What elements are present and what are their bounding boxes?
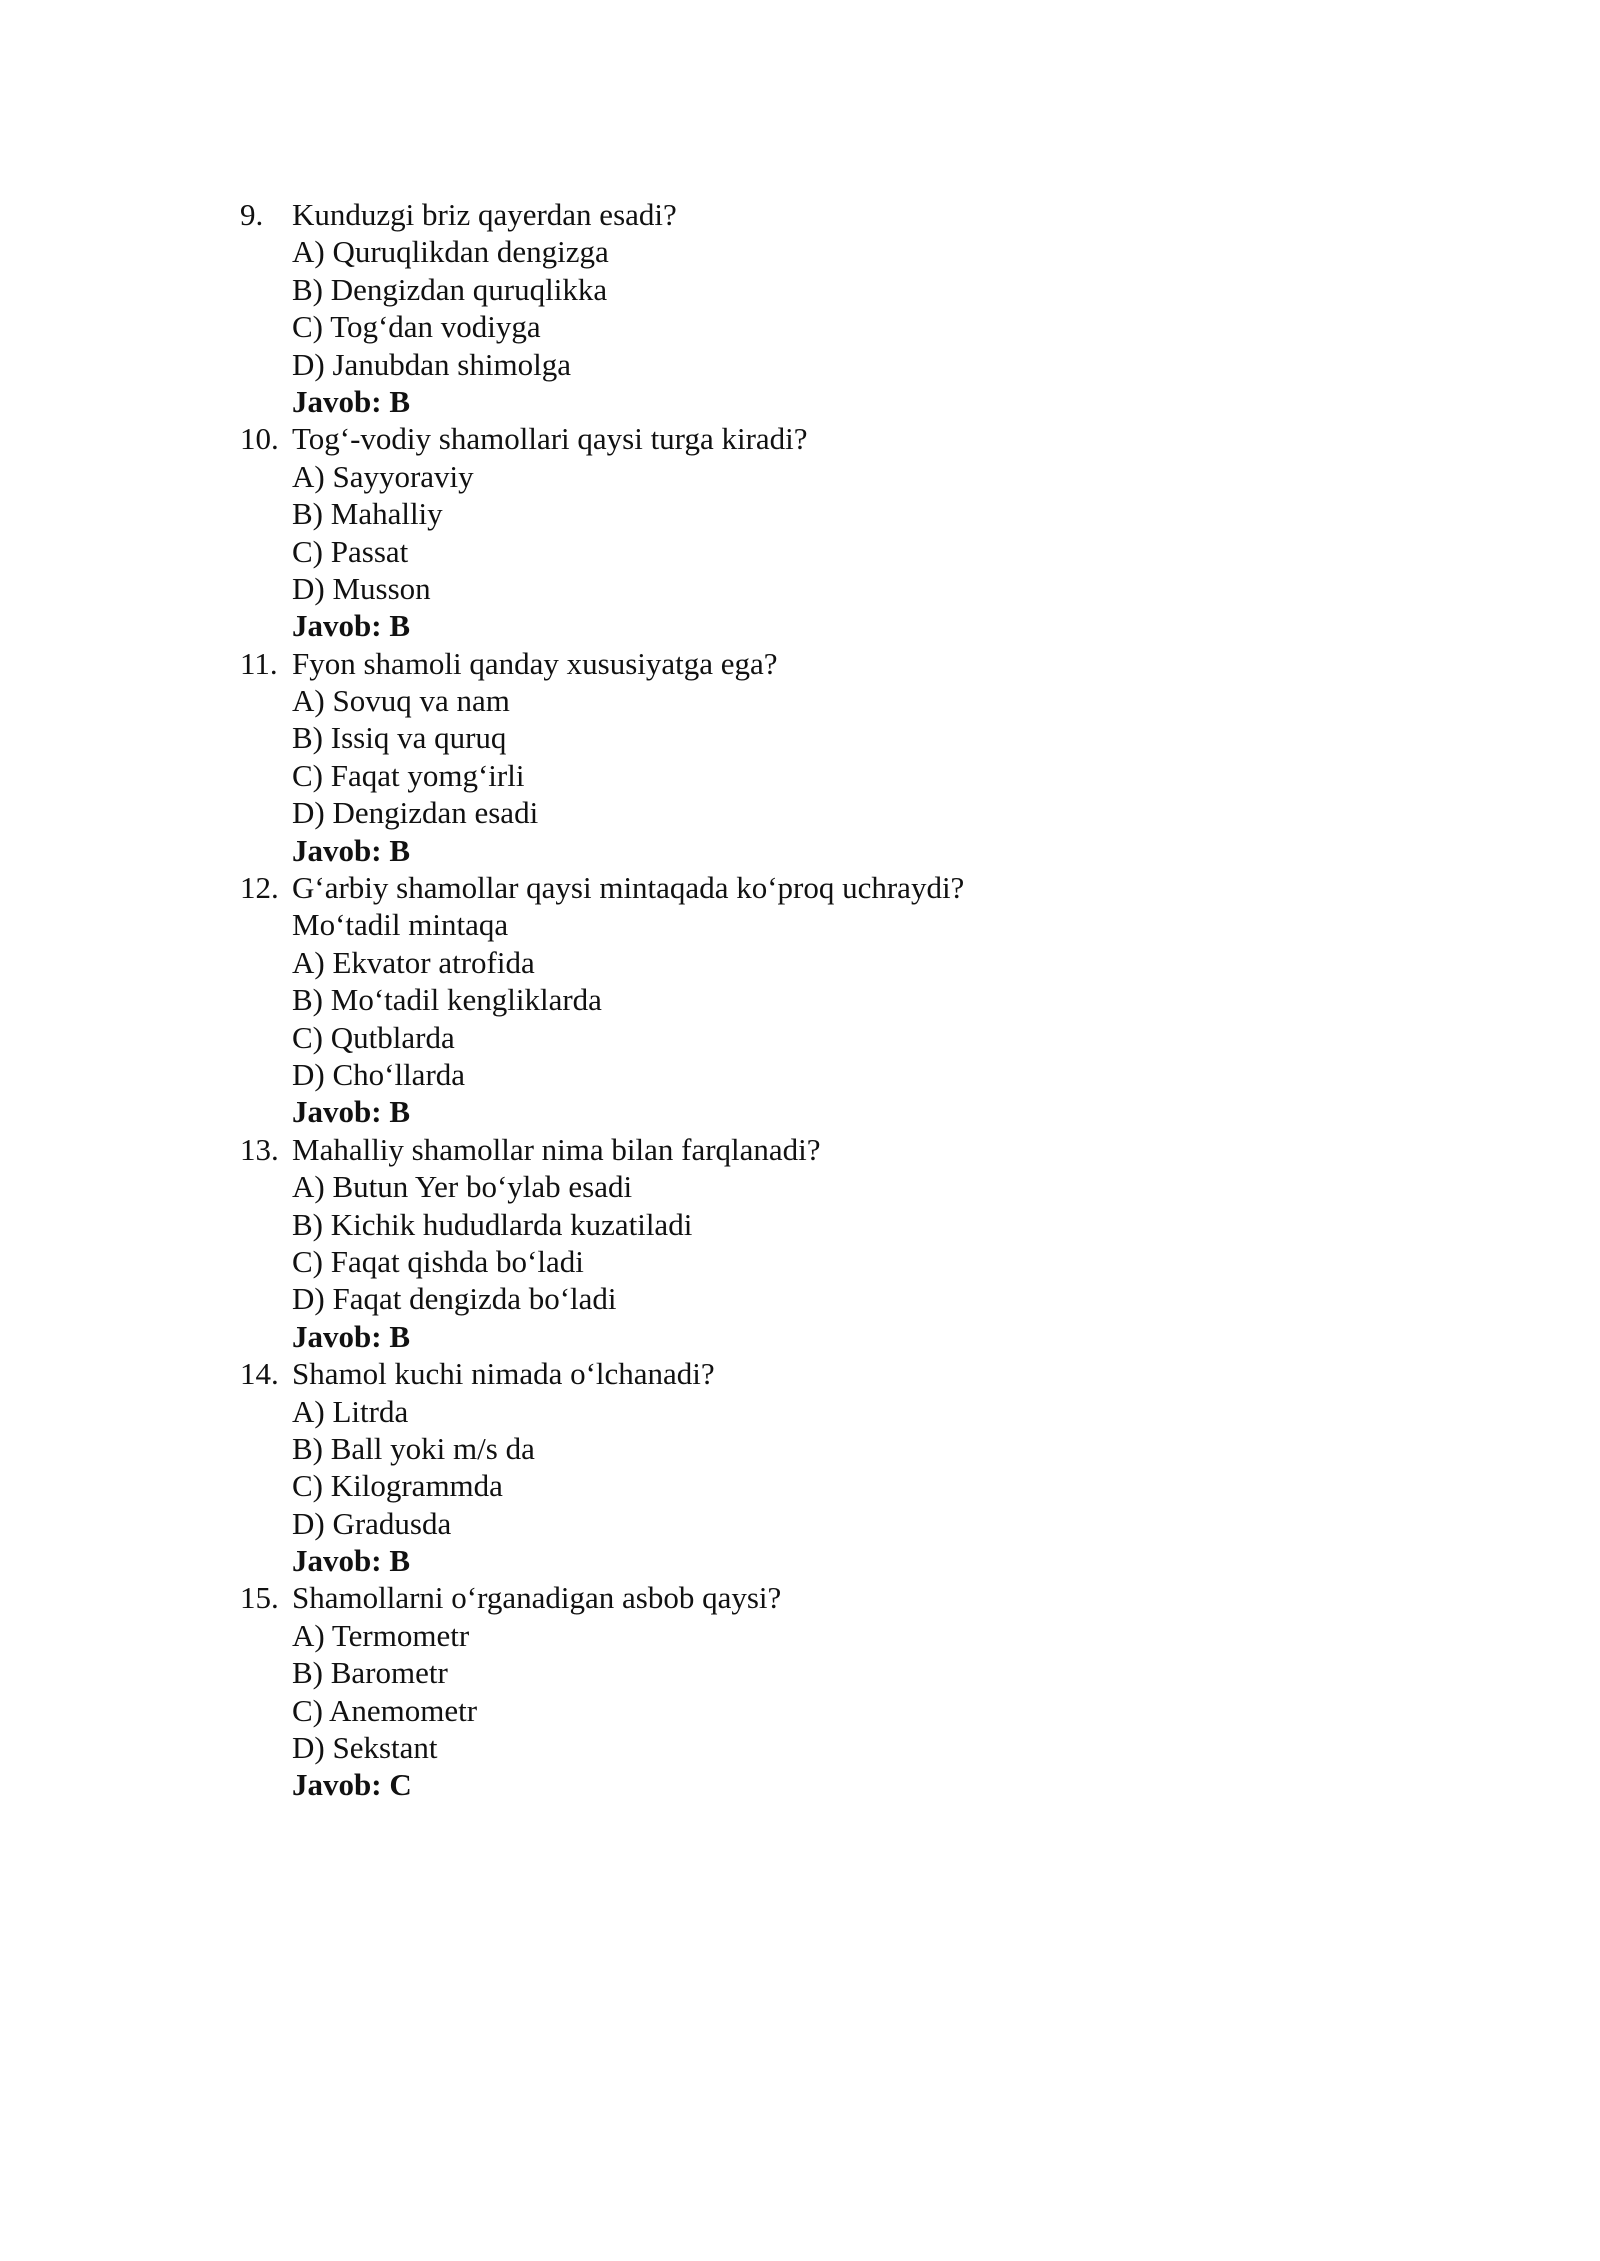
correct-answer: Javob: C (292, 1767, 412, 1803)
question-text: Shamollarni o‘rganadigan asbob qaysi? (292, 1580, 782, 1616)
answer-option: D) Musson (292, 570, 431, 606)
question-item (240, 420, 1440, 644)
answer-option: A) Litrda (292, 1393, 409, 1429)
question-text: Fyon shamoli qanday xususiyatga ega? (292, 645, 778, 681)
question-number: 11. (240, 645, 278, 681)
question-item (240, 1131, 1440, 1355)
question-number: 13. (240, 1131, 279, 1167)
answer-option: D) Gradusda (292, 1505, 452, 1541)
correct-answer: Javob: B (292, 1094, 410, 1130)
answer-option: C) Faqat qishda bo‘ladi (292, 1243, 584, 1279)
question-number: 9. (240, 197, 264, 232)
answer-option: B) Kichik hududlarda kuzatiladi (292, 1206, 693, 1242)
answer-option: B) Ball yoki m/s da (292, 1430, 535, 1466)
question-text: Shamol kuchi nimada o‘lchanadi? (292, 1356, 715, 1392)
answer-option: D) Dengizdan esadi (292, 795, 539, 831)
correct-answer: Javob: B (292, 608, 410, 644)
answer-option: C) Qutblarda (292, 1019, 455, 1055)
question-line (240, 645, 1440, 682)
answer-option: A) Quruqlikdan dengizga (292, 234, 609, 270)
answer-option: C) Kilogrammda (292, 1468, 503, 1504)
answer-option: D) Sekstant (292, 1730, 438, 1766)
answer-option: A) Ekvator atrofida (292, 944, 535, 980)
question-subtext: Mo‘tadil mintaqa (292, 907, 509, 943)
correct-answer: Javob: B (292, 1318, 410, 1354)
question-item (240, 645, 1440, 869)
answer-option: C) Faqat yomg‘irli (292, 757, 525, 793)
answer-option: C) Anemometr (292, 1692, 478, 1728)
answer-option: A) Sayyoraviy (292, 458, 474, 494)
answer-option: B) Issiq va quruq (292, 720, 507, 756)
question-line (240, 1131, 1440, 1168)
question-line (240, 196, 1440, 233)
question-line (240, 420, 1440, 457)
question-text: Tog‘-vodiy shamollari qaysi turga kiradi? (292, 421, 808, 457)
question-text: Kunduzgi briz qayerdan esadi? (292, 197, 677, 232)
question-list (240, 196, 1440, 1804)
question-item (240, 869, 1440, 1131)
correct-answer: Javob: B (292, 832, 410, 868)
answer-option: A) Sovuq va nam (292, 683, 510, 719)
question-number: 12. (240, 870, 279, 906)
question-item (240, 1579, 1440, 1803)
answer-option: B) Dengizdan quruqlikka (292, 271, 608, 307)
question-text: Mahalliy shamollar nima bilan farqlanadi? (292, 1131, 821, 1167)
answer-option: C) Passat (292, 533, 409, 569)
question-number: 15. (240, 1580, 279, 1616)
question-line (240, 1355, 1440, 1392)
answer-option: C) Tog‘dan vodiyga (292, 309, 541, 345)
question-line (240, 1579, 1440, 1616)
answer-option: B) Barometr (292, 1655, 448, 1691)
answer-option: D) Janubdan shimolga (292, 346, 571, 382)
question-number: 14. (240, 1356, 279, 1392)
question-line (240, 869, 1440, 906)
correct-answer: Javob: B (292, 383, 410, 419)
answer-option: A) Butun Yer bo‘ylab esadi (292, 1169, 633, 1205)
correct-answer: Javob: B (292, 1543, 410, 1579)
question-text: G‘arbiy shamollar qaysi mintaqada ko‘proq uchraydi? (292, 870, 965, 906)
answer-option: B) Mahalliy (292, 496, 443, 532)
answer-option: D) Cho‘llarda (292, 1056, 466, 1092)
question-item (240, 1355, 1440, 1579)
answer-option: D) Faqat dengizda bo‘ladi (292, 1281, 617, 1317)
question-item (240, 196, 1440, 420)
answer-option: B) Mo‘tadil kengliklarda (292, 982, 602, 1018)
question-number: 10. (240, 421, 279, 457)
answer-option: A) Termometr (292, 1617, 470, 1653)
